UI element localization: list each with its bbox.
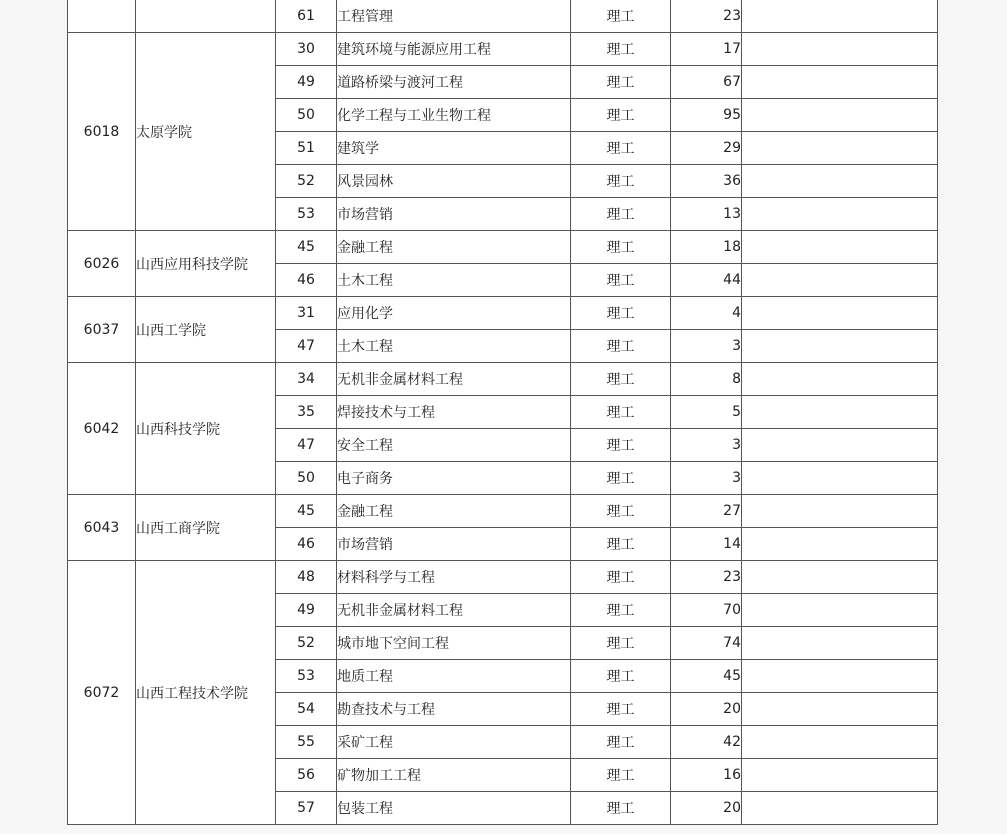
note-cell — [742, 165, 938, 198]
category-cell: 理工 — [571, 396, 671, 429]
category-cell: 理工 — [571, 660, 671, 693]
major-code-cell: 55 — [276, 726, 337, 759]
major-code-cell: 50 — [276, 99, 337, 132]
major-name-cell: 电子商务 — [337, 462, 571, 495]
school-name-cell: 太原学院 — [136, 33, 276, 231]
category-cell: 理工 — [571, 627, 671, 660]
major-code-cell: 53 — [276, 198, 337, 231]
major-name-cell: 风景园林 — [337, 165, 571, 198]
category-cell: 理工 — [571, 594, 671, 627]
enrollment-count-cell: 36 — [671, 165, 742, 198]
major-name-cell: 金融工程 — [337, 231, 571, 264]
note-cell — [742, 462, 938, 495]
enrollment-count-cell: 13 — [671, 198, 742, 231]
major-code-cell: 45 — [276, 495, 337, 528]
enrollment-count-cell: 95 — [671, 99, 742, 132]
enrollment-count-cell: 20 — [671, 693, 742, 726]
major-name-cell: 安全工程 — [337, 429, 571, 462]
enrollment-table — [67, 0, 938, 825]
major-name-cell: 无机非金属材料工程 — [337, 363, 571, 396]
note-cell — [742, 528, 938, 561]
major-name-cell: 土木工程 — [337, 264, 571, 297]
note-cell — [742, 33, 938, 66]
school-code-cell: 6037 — [68, 297, 136, 363]
school-code-cell: 6072 — [68, 561, 136, 825]
major-name-cell: 道路桥梁与渡河工程 — [337, 66, 571, 99]
enrollment-count-cell: 45 — [671, 660, 742, 693]
enrollment-count-cell: 70 — [671, 594, 742, 627]
major-name-cell: 矿物加工工程 — [337, 759, 571, 792]
enrollment-count-cell: 17 — [671, 33, 742, 66]
category-cell: 理工 — [571, 561, 671, 594]
major-name-cell: 土木工程 — [337, 330, 571, 363]
major-name-cell: 市场营销 — [337, 528, 571, 561]
major-name-cell: 焊接技术与工程 — [337, 396, 571, 429]
category-cell: 理工 — [571, 66, 671, 99]
enrollment-count-cell: 3 — [671, 330, 742, 363]
note-cell — [742, 231, 938, 264]
table-row — [68, 231, 938, 264]
school-name-cell: 山西科技学院 — [136, 363, 276, 495]
major-code-cell: 46 — [276, 264, 337, 297]
school-name-cell: 山西应用科技学院 — [136, 231, 276, 297]
major-name-cell: 地质工程 — [337, 660, 571, 693]
major-name-cell: 无机非金属材料工程 — [337, 594, 571, 627]
major-name-cell: 材料科学与工程 — [337, 561, 571, 594]
enrollment-count-cell: 14 — [671, 528, 742, 561]
table-row — [68, 0, 938, 33]
category-cell: 理工 — [571, 132, 671, 165]
note-cell — [742, 429, 938, 462]
category-cell: 理工 — [571, 330, 671, 363]
major-name-cell: 化学工程与工业生物工程 — [337, 99, 571, 132]
category-cell: 理工 — [571, 99, 671, 132]
major-name-cell: 建筑环境与能源应用工程 — [337, 33, 571, 66]
category-cell: 理工 — [571, 693, 671, 726]
category-cell: 理工 — [571, 528, 671, 561]
major-code-cell: 31 — [276, 297, 337, 330]
category-cell: 理工 — [571, 165, 671, 198]
category-cell: 理工 — [571, 198, 671, 231]
major-name-cell: 城市地下空间工程 — [337, 627, 571, 660]
major-name-cell: 工程管理 — [337, 0, 571, 33]
school-name-cell — [136, 0, 276, 33]
major-code-cell: 53 — [276, 660, 337, 693]
note-cell — [742, 561, 938, 594]
table-row — [68, 561, 938, 594]
table-body — [68, 0, 938, 825]
major-code-cell: 47 — [276, 330, 337, 363]
category-cell: 理工 — [571, 231, 671, 264]
category-cell: 理工 — [571, 264, 671, 297]
note-cell — [742, 363, 938, 396]
major-code-cell: 30 — [276, 33, 337, 66]
enrollment-count-cell: 23 — [671, 561, 742, 594]
enrollment-count-cell: 74 — [671, 627, 742, 660]
category-cell: 理工 — [571, 462, 671, 495]
category-cell: 理工 — [571, 495, 671, 528]
note-cell — [742, 726, 938, 759]
table-row — [68, 495, 938, 528]
enrollment-count-cell: 29 — [671, 132, 742, 165]
note-cell — [742, 297, 938, 330]
note-cell — [742, 693, 938, 726]
major-code-cell: 47 — [276, 429, 337, 462]
enrollment-count-cell: 8 — [671, 363, 742, 396]
major-name-cell: 市场营销 — [337, 198, 571, 231]
table-row — [68, 363, 938, 396]
major-name-cell: 包装工程 — [337, 792, 571, 825]
school-code-cell: 6043 — [68, 495, 136, 561]
category-cell: 理工 — [571, 792, 671, 825]
note-cell — [742, 264, 938, 297]
note-cell — [742, 396, 938, 429]
note-cell — [742, 495, 938, 528]
enrollment-count-cell: 42 — [671, 726, 742, 759]
major-code-cell: 45 — [276, 231, 337, 264]
major-code-cell: 61 — [276, 0, 337, 33]
note-cell — [742, 792, 938, 825]
major-name-cell: 建筑学 — [337, 132, 571, 165]
enrollment-count-cell: 23 — [671, 0, 742, 33]
note-cell — [742, 0, 938, 33]
enrollment-count-cell: 3 — [671, 462, 742, 495]
category-cell: 理工 — [571, 0, 671, 33]
enrollment-count-cell: 44 — [671, 264, 742, 297]
school-code-cell: 6026 — [68, 231, 136, 297]
enrollment-count-cell: 27 — [671, 495, 742, 528]
enrollment-count-cell: 67 — [671, 66, 742, 99]
note-cell — [742, 627, 938, 660]
school-name-cell: 山西工程技术学院 — [136, 561, 276, 825]
major-code-cell: 49 — [276, 594, 337, 627]
table-row — [68, 297, 938, 330]
enrollment-count-cell: 5 — [671, 396, 742, 429]
note-cell — [742, 759, 938, 792]
note-cell — [742, 330, 938, 363]
note-cell — [742, 198, 938, 231]
school-name-cell: 山西工学院 — [136, 297, 276, 363]
enrollment-count-cell: 18 — [671, 231, 742, 264]
major-code-cell: 52 — [276, 165, 337, 198]
major-name-cell: 金融工程 — [337, 495, 571, 528]
enrollment-count-cell: 4 — [671, 297, 742, 330]
major-name-cell: 勘查技术与工程 — [337, 693, 571, 726]
table-row — [68, 33, 938, 66]
enrollment-count-cell: 20 — [671, 792, 742, 825]
category-cell: 理工 — [571, 759, 671, 792]
major-code-cell: 56 — [276, 759, 337, 792]
school-code-cell — [68, 0, 136, 33]
note-cell — [742, 99, 938, 132]
school-name-cell: 山西工商学院 — [136, 495, 276, 561]
major-code-cell: 54 — [276, 693, 337, 726]
major-code-cell: 48 — [276, 561, 337, 594]
category-cell: 理工 — [571, 726, 671, 759]
major-code-cell: 49 — [276, 66, 337, 99]
enrollment-count-cell: 16 — [671, 759, 742, 792]
major-name-cell: 采矿工程 — [337, 726, 571, 759]
major-code-cell: 51 — [276, 132, 337, 165]
school-code-cell: 6042 — [68, 363, 136, 495]
enrollment-count-cell: 3 — [671, 429, 742, 462]
major-code-cell: 50 — [276, 462, 337, 495]
major-code-cell: 35 — [276, 396, 337, 429]
major-code-cell: 52 — [276, 627, 337, 660]
school-code-cell: 6018 — [68, 33, 136, 231]
major-code-cell: 46 — [276, 528, 337, 561]
category-cell: 理工 — [571, 297, 671, 330]
note-cell — [742, 132, 938, 165]
major-code-cell: 57 — [276, 792, 337, 825]
note-cell — [742, 66, 938, 99]
note-cell — [742, 594, 938, 627]
category-cell: 理工 — [571, 363, 671, 396]
major-name-cell: 应用化学 — [337, 297, 571, 330]
note-cell — [742, 660, 938, 693]
category-cell: 理工 — [571, 429, 671, 462]
category-cell: 理工 — [571, 33, 671, 66]
major-code-cell: 34 — [276, 363, 337, 396]
